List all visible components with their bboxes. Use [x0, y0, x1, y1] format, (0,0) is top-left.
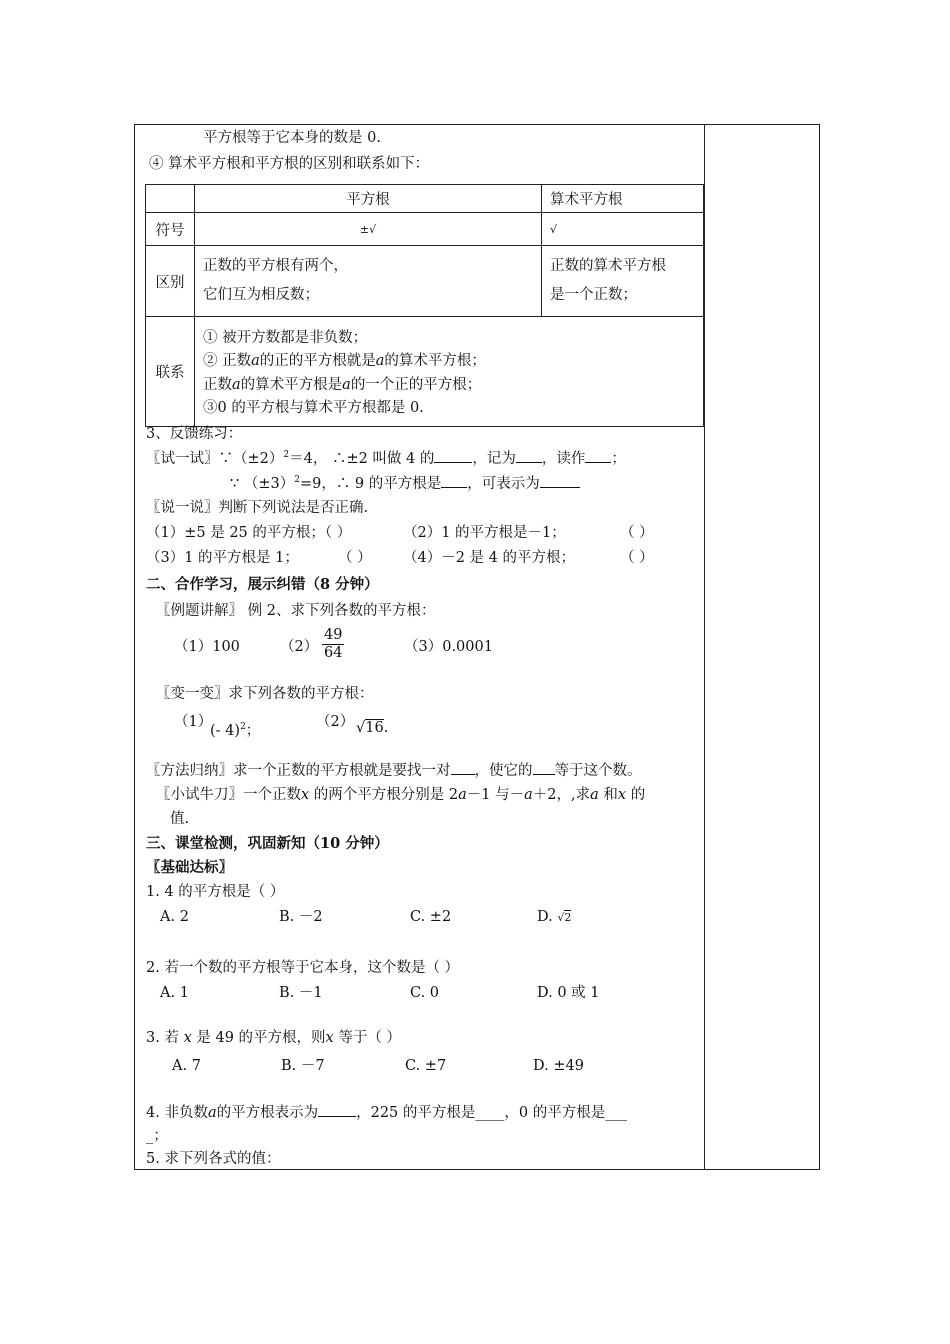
link-line-2-c: 的算术平方根；	[384, 353, 486, 370]
quiz-q2-option-d[interactable]: D. 0 或 1	[537, 985, 600, 1001]
symbol-square-root: ±√	[195, 213, 542, 246]
try-1-d: ，读作	[541, 451, 586, 467]
diff-text-3: 正数的算术平方根	[550, 257, 666, 274]
quiz-q3-option-d[interactable]: D. ±49	[533, 1058, 584, 1074]
method-line	[146, 762, 642, 780]
comparison-table	[145, 184, 704, 427]
diff-text-2: 它们互为相反数；	[203, 287, 319, 303]
example-title: 〖例题讲解〗 例 2、求下列各数的平方根：	[156, 603, 436, 619]
answer-blank[interactable]	[441, 475, 467, 488]
answer-blank[interactable]	[540, 475, 580, 488]
quiz-q2-option-c[interactable]: C. 0	[410, 985, 440, 1001]
judge-q1: （1）±5 是 25 的平方根；（ ）	[146, 525, 352, 541]
change-2-end: .	[383, 720, 389, 736]
connection-content	[195, 317, 704, 427]
example-2-label: （2）	[280, 639, 319, 655]
answer-blank[interactable]	[451, 762, 475, 775]
var-a: a	[590, 787, 599, 803]
answer-blank[interactable]	[533, 762, 555, 775]
quiz-q4-cont: _；	[146, 1128, 168, 1144]
judge-q2-paren: （ ）	[620, 525, 654, 541]
change-1-label: （1）	[174, 714, 213, 730]
try-2-c: ，可表示为	[467, 476, 540, 492]
judge-q4-paren: （ ）	[620, 550, 654, 566]
knife-c: －1 与－	[466, 787, 525, 803]
table-row-symbol	[146, 213, 704, 246]
intro-line-1: 平方根等于它本身的数是 0.	[203, 130, 381, 146]
link-line-1: ① 被开方数都是非负数；	[203, 329, 368, 346]
quiz-q4	[146, 1104, 627, 1122]
answer-blank[interactable]	[516, 450, 542, 463]
quiz-q1: 1. 4 的平方根是（ ）	[146, 884, 285, 900]
link-line-4: ③0 的平方根与算术平方根都是 0.	[203, 399, 424, 416]
link-line-2-b: 的正的平方根就是	[259, 353, 376, 370]
answer-blank[interactable]	[434, 450, 472, 463]
var-x: x	[301, 787, 310, 803]
try-1-a: 〖试一试〗∵（±2）	[146, 451, 284, 467]
difference-label: 区别	[146, 246, 195, 317]
var-a: a	[458, 787, 467, 803]
try-2-b: =9，∴ 9 的平方根是	[299, 476, 442, 492]
quiz-q2-option-a[interactable]: A. 1	[160, 985, 189, 1001]
knife-line-2: 值.	[170, 811, 190, 827]
option-d-radicand: 2	[564, 911, 572, 924]
feedback-title: 3、反馈练习：	[146, 426, 243, 442]
change-1-sup: 2	[240, 722, 246, 732]
var-a: a	[251, 353, 260, 370]
say-title: 〖说一说〗判断下列说法是否正确.	[146, 500, 369, 516]
quiz-q1-option-b[interactable]: B. －2	[279, 909, 323, 925]
link-line-3-a: 正数	[203, 376, 232, 393]
knife-b: 的两个平方根分别是 2	[309, 787, 459, 803]
quiz-q3-option-a[interactable]: A. 7	[172, 1058, 201, 1074]
quiz-q2: 2. 若一个数的平方根等于它本身，这个数是（ ）	[146, 960, 460, 976]
judge-q3-paren: （ ）	[338, 550, 372, 566]
method-b: ，使它的	[474, 763, 533, 779]
var-x: x	[183, 1030, 192, 1046]
judge-q2: （2）1 的平方根是－1；	[403, 525, 566, 541]
judge-q4: （4）－2 是 4 的平方根；	[403, 550, 576, 566]
sqrt-icon: √	[356, 720, 366, 736]
answer-blank[interactable]	[585, 450, 611, 463]
try-1-e: ；	[611, 451, 626, 467]
try-line-1	[146, 450, 626, 468]
quiz-q1-option-d[interactable]	[537, 909, 571, 926]
q3-c: 等于（ ）	[338, 1030, 401, 1046]
knife-f: 的	[626, 787, 646, 803]
right-column-divider	[704, 124, 705, 1170]
knife-a: 〖小试牛刀〗一个正数	[156, 787, 301, 803]
symbol-arith-root: √	[542, 213, 704, 246]
change-2-radicand: 16	[365, 720, 384, 736]
try-2-sup: 2	[294, 475, 300, 486]
table-header-square-root: 平方根	[195, 185, 542, 213]
method-c: 等于这个数。	[554, 763, 642, 779]
q4-c: ，225 的平方根是____，0 的平方根是___	[356, 1105, 627, 1121]
var-a: a	[207, 1105, 217, 1121]
judge-q3: （3）1 的平方根是 1；	[146, 550, 299, 566]
try-2-a: ∵ （±3）	[230, 476, 295, 492]
link-line-3-b: 的算术平方根是	[240, 376, 343, 393]
difference-arith-root	[542, 246, 704, 317]
quiz-q3	[146, 1030, 401, 1047]
answer-blank[interactable]	[318, 1104, 356, 1117]
var-a: a	[342, 376, 351, 393]
fraction-denominator: 64	[324, 645, 343, 662]
q3-a: 3. 若	[146, 1030, 179, 1046]
table-header-empty	[146, 185, 195, 213]
difference-square-root	[195, 246, 542, 317]
q4-b: 的平方根表示为	[216, 1105, 319, 1121]
knife-e: 和	[598, 787, 618, 803]
var-x: x	[617, 787, 627, 803]
connection-label: 联系	[146, 317, 195, 427]
table-row-connection	[146, 317, 704, 427]
change-1-base: (- 4)	[210, 722, 241, 739]
symbol-label: 符号	[146, 213, 195, 246]
example-2-fraction	[322, 627, 344, 663]
table-header-row	[146, 185, 704, 213]
q3-b: 是 49 的平方根，则	[196, 1030, 326, 1046]
change-2-expr	[356, 720, 388, 737]
var-a: a	[232, 376, 241, 393]
section-2-title: 二、合作学习，展示纠错（8 分钟）	[146, 576, 379, 593]
quiz-q3-option-c[interactable]: C. ±7	[405, 1058, 447, 1074]
quiz-q2-option-b[interactable]: B. －1	[279, 985, 323, 1001]
try-1-c: ，记为	[472, 451, 516, 467]
table-header-arith-root: 算术平方根	[542, 185, 704, 213]
try-line-2	[230, 475, 580, 493]
var-a: a	[375, 353, 385, 370]
link-line-3	[203, 377, 695, 394]
intro-line-2: ④ 算术平方根和平方根的区别和联系如下：	[149, 156, 430, 172]
method-a: 〖方法归纳〗求一个正数的平方根就是要找一对	[146, 763, 451, 779]
example-1: （1）100	[174, 639, 240, 655]
sqrt-icon: √	[557, 911, 565, 924]
change-1-end: ；	[245, 722, 261, 739]
link-line-2-a: ② 正数	[203, 353, 252, 370]
knife-line	[156, 787, 645, 804]
section-3-title: 三、课堂检测，巩固新知（10 分钟）	[146, 835, 389, 852]
change-2-label: （2）	[316, 714, 355, 730]
fraction-numerator: 49	[322, 627, 344, 645]
link-line-2	[203, 353, 695, 370]
change-title: 〖变一变〗求下列各数的平方根：	[156, 686, 374, 702]
basic-title: 〖基础达标〗	[146, 859, 233, 876]
quiz-q1-option-c[interactable]: C. ±2	[410, 909, 452, 925]
var-x: x	[325, 1030, 334, 1046]
diff-text-4: 是一个正数；	[550, 287, 637, 303]
change-1-expr	[210, 722, 260, 740]
try-1-sup: 2	[283, 450, 290, 461]
quiz-q5: 5. 求下列各式的值：	[146, 1151, 281, 1167]
try-1-b: ＝4， ∴±2 叫做 4 的	[289, 451, 435, 467]
diff-text-1: 正数的平方根有两个，	[203, 257, 348, 274]
q4-a: 4. 非负数	[146, 1105, 208, 1121]
var-a: a	[524, 787, 533, 803]
quiz-q1-option-a[interactable]: A. 2	[160, 909, 189, 925]
quiz-q3-option-b[interactable]: B. －7	[281, 1058, 325, 1074]
table-row-difference	[146, 246, 704, 317]
option-d-label: D.	[537, 909, 553, 925]
link-line-3-c: 的一个正的平方根；	[350, 376, 482, 393]
knife-d: ＋2，,求	[532, 787, 591, 803]
example-3: （3）0.0001	[404, 639, 493, 655]
